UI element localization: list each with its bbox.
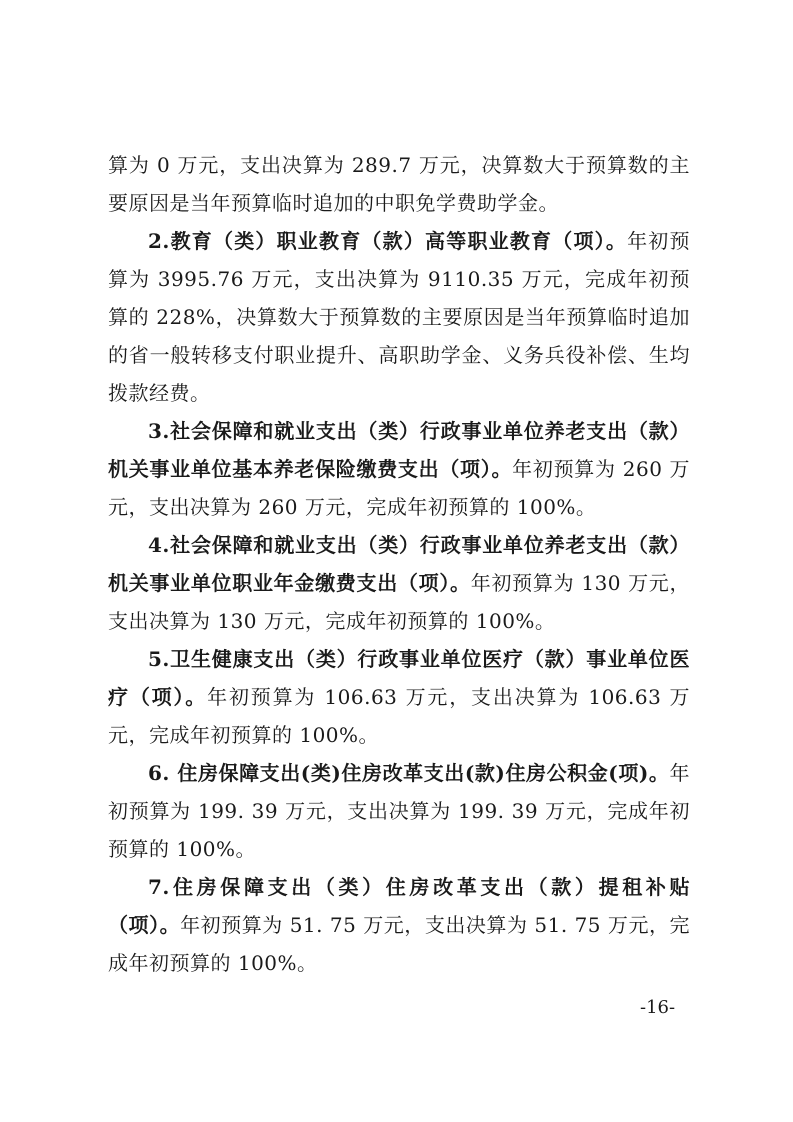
- paragraph-7-text: 年初预算为 51. 75 万元，支出决算为 51. 75 万元，完成年初预算的 100%。: [108, 913, 691, 975]
- paragraph-6: [108, 754, 690, 868]
- paragraph-4-heading: 4.社会保障和就业支出（类）行政事业单位养老支出（款）机关事业单位职业年金缴费支出（项）。: [108, 533, 690, 595]
- page-number: -16-: [640, 997, 676, 1018]
- paragraph-3: [108, 412, 690, 526]
- paragraph-2-heading: 2.教育（类）职业教育（款）高等职业教育（项）。: [148, 229, 628, 253]
- paragraph-6-heading: 6. 住房保障支出(类)住房改革支出(款)住房公积金(项)。: [148, 761, 670, 785]
- paragraph-5: [108, 640, 690, 754]
- paragraph-1: [108, 146, 690, 222]
- paragraph-7-heading: 7.住房保障支出（类）住房改革支出（款）提租补贴（项）。: [108, 875, 690, 937]
- paragraph-4: [108, 526, 690, 640]
- paragraph-2-text: 年初预算为 3995.76 万元，支出决算为 9110.35 万元，完成年初预算的 228%，决算数大于预算数的主要原因是当年预算临时追加的省一般转移支付职业提升、高职助学金、义务兵役补偿、生均拨款经费。: [108, 229, 691, 405]
- paragraph-5-text: 年初预算为 106.63 万元，支出决算为 106.63 万元，完成年初预算的 100%。: [108, 685, 691, 747]
- paragraph-1-text: 算为 0 万元，支出决算为 289.7 万元，决算数大于预算数的主要原因是当年预算临时追加的中职免学费助学金。: [108, 153, 690, 215]
- paragraph-7: [108, 868, 690, 982]
- paragraph-3-heading: 3.社会保障和就业支出（类）行政事业单位养老支出（款）机关事业单位基本养老保险缴费支出（项）。: [108, 419, 690, 481]
- paragraph-3-text: 年初预算为 260 万元，支出决算为 260 万元，完成年初预算的 100%。: [108, 457, 690, 519]
- paragraph-6-text: 年初预算为 199. 39 万元，支出决算为 199. 39 万元，完成年初预算的 100%。: [108, 761, 690, 861]
- paragraph-4-text: 年初预算为 130 万元，支出决算为 130 万元，完成年初预算的 100%。: [108, 571, 691, 633]
- document-body: [108, 146, 690, 982]
- paragraph-2: [108, 222, 690, 412]
- paragraph-5-heading: 5.卫生健康支出（类）行政事业单位医疗（款）事业单位医疗（项）。: [108, 647, 690, 709]
